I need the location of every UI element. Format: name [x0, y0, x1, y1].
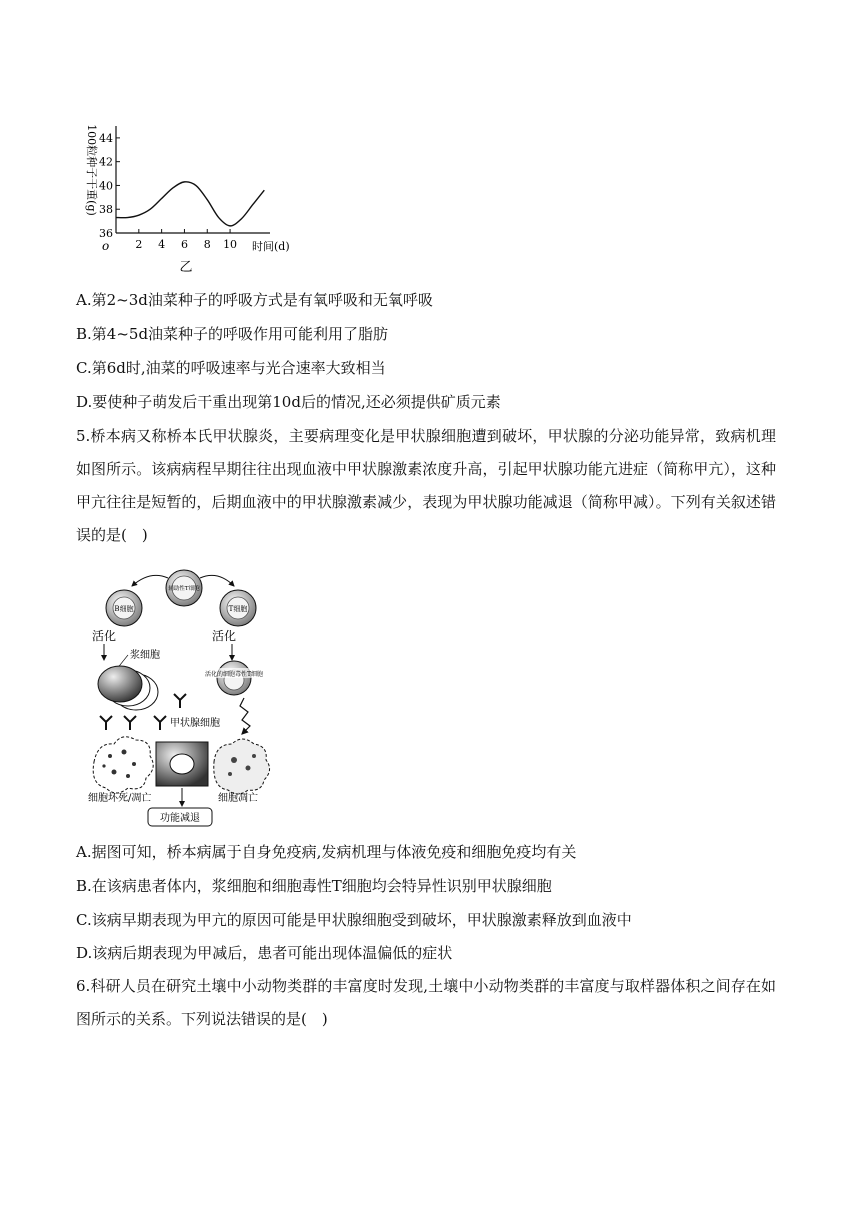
chart-x-tick-label: 2	[135, 238, 143, 251]
chart-x-tick-label: 4	[158, 238, 166, 251]
svg-text:100粒种子干重(g): 100粒种子干重(g)	[85, 124, 98, 216]
t-cell-label: T细胞	[228, 605, 248, 613]
q6-stem: 6.科研人员在研究土壤中小动物类群的丰富度时发现,土壤中小动物类群的丰富度与取样器体积之间存在如图所示的关系。下列说法错误的是( )	[76, 977, 776, 1028]
helper-t-cell-label: 辅助性T细胞	[168, 586, 200, 592]
t-cell	[220, 590, 256, 626]
chart-y-tick-label: 40	[99, 179, 113, 193]
chart-x-axis-label: 时间(d)	[252, 240, 290, 253]
hashimoto-mechanism-diagram	[84, 566, 284, 832]
helper-t-cell	[166, 570, 202, 606]
q5-option-a: A.据图可知，桥本病属于自身免疫病,发病机理与体液免疫和细胞免疫均有关	[76, 843, 577, 861]
chart-x-tick-label: 6	[180, 238, 188, 251]
q5-option-d: D.该病后期表现为甲减后，患者可能出现体温偏低的症状	[76, 944, 453, 962]
chart-y-axis-label	[85, 124, 99, 216]
b-cell-label: B细胞	[114, 605, 134, 613]
necrosis-label: 细胞坏死/凋亡	[88, 793, 152, 804]
q4-option-b: B.第4~5d油菜种子的呼吸作用可能利用了脂肪	[76, 325, 389, 343]
arrow-to-b-cell	[132, 575, 168, 586]
seed-dry-weight-chart	[82, 108, 292, 278]
plasma-cell-label: 浆细胞	[130, 650, 160, 661]
apoptotic-cell	[214, 739, 270, 794]
chart-y-tick-label: 44	[99, 131, 113, 145]
chart-x-tick-label: 8	[203, 238, 211, 251]
q4-option-c: C.第6d时,油菜的呼吸速率与光合速率大致相当	[76, 359, 386, 377]
arrow-to-t-cell	[200, 575, 234, 586]
activated-ctl-label: 活化的细胞毒性T细胞	[204, 671, 264, 678]
chart-series-line	[116, 182, 264, 226]
activate-left-label: 活化	[92, 629, 117, 643]
apoptosis-label: 细胞凋亡	[218, 793, 258, 804]
q5-option-c: C.该病早期表现为甲亢的原因可能是甲状腺细胞受到破坏，甲状腺激素释放到血液中	[76, 911, 632, 929]
thyroid-cell	[156, 742, 208, 786]
activate-right-label: 活化	[212, 629, 237, 643]
q5-option-b: B.在该病患者体内，浆细胞和细胞毒性T细胞均会特异性识别甲状腺细胞	[76, 877, 552, 895]
plasma-cells	[98, 666, 158, 710]
chart-y-tick-label: 38	[99, 203, 113, 217]
chart-y-tick-label: 36	[99, 227, 113, 240]
result-label: 功能减退	[160, 813, 200, 824]
q5-stem: 5.桥本病又称桥本氏甲状腺炎，主要病理变化是甲状腺细胞遭到破坏，甲状腺的分泌功能异常，致病机理如图所示。该病病程早期往往出现血液中甲状腺激素浓度升高，引起甲状腺功能亢进症（简称甲亢），这种甲亢往往是短暂的，后期血液中的甲状腺激素减少，表现为甲状腺功能减退（简称甲减）。下列有关叙述错误的是( )	[76, 427, 776, 544]
q4-option-a: A.第2~3d油菜种子的呼吸方式是有氧呼吸和无氧呼吸	[76, 291, 433, 309]
chart-x-tick-label: 10	[223, 238, 238, 251]
q4-option-d: D.要使种子萌发后干重出现第10d后的情况,还必须提供矿质元素	[76, 393, 501, 411]
chart-origin-label: o	[102, 239, 110, 253]
thyroid-cell-label: 甲状腺细胞	[170, 718, 220, 729]
necrotic-cell	[93, 737, 153, 793]
ctl-attack-zigzag	[240, 698, 250, 734]
chart-y-tick-label: 42	[99, 155, 113, 169]
activated-cytotoxic-t-cell	[196, 661, 272, 695]
b-cell	[106, 590, 142, 626]
chart-caption: 乙	[179, 260, 193, 275]
